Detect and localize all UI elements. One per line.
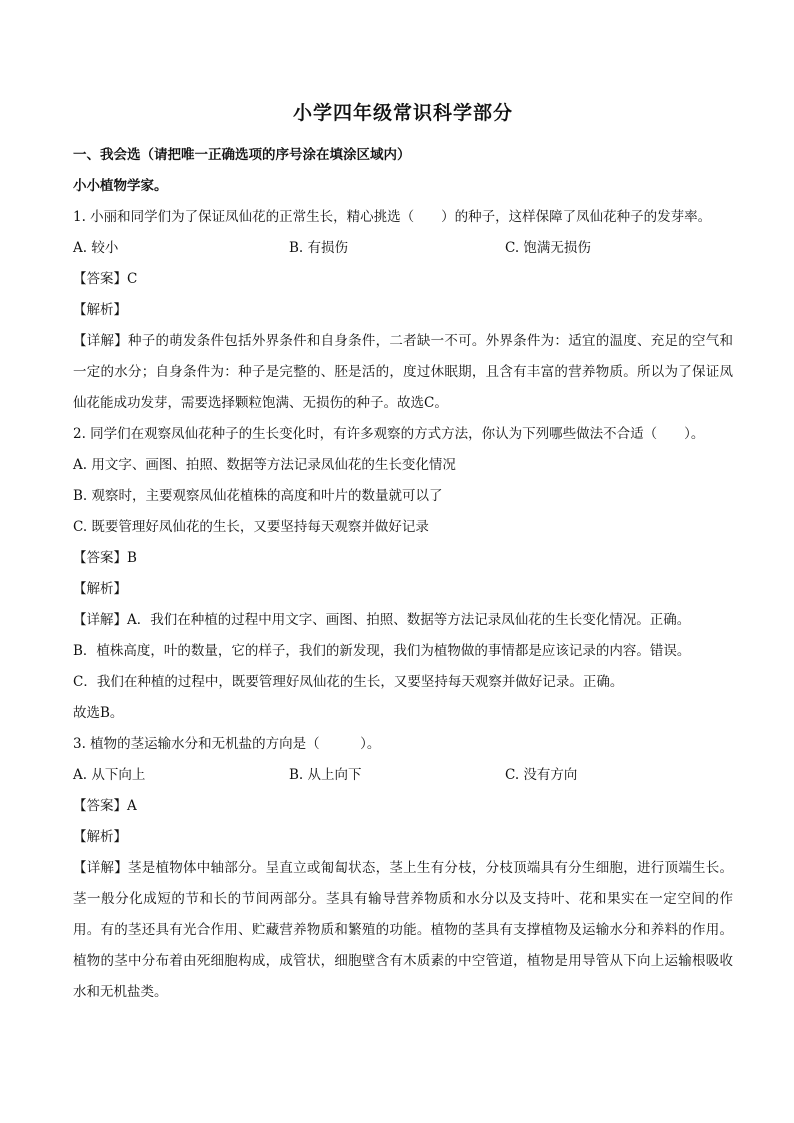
question-2-option-b: B. 观察时，主要观察凤仙花植株的高度和叶片的数量就可以了 — [73, 488, 443, 504]
question-3-option-b: B. 从上向下 — [289, 767, 362, 783]
question-2-analysis-label: 【解析】 — [73, 581, 127, 597]
question-2-option-c: C. 既要管理好凤仙花的生长，又要坚持每天观察并做好记录 — [73, 519, 429, 535]
question-1-options — [73, 233, 733, 264]
question-3-option-c: C. 没有方向 — [505, 767, 578, 783]
question-3-detail: 【详解】茎是植物体中轴部分。呈直立或匍匐状态，茎上生有分枝，分枝顶端具有分生细胞，进行顶端生长。茎一般分化成短的节和长的节间两部分。茎具有输导营养物质和水分以及支持叶、花和果实在一定空间的作用。有的茎还具有光合作用、贮藏营养物质和繁殖的功能。植物的茎具有支撑植物及运输水分和养料的作用。植物的茎中分布着由死细胞构成，成管状，细胞壁含有木质素的中空管道，植物是用导管从下向上运输根吸收水和无机盐类。 — [73, 860, 733, 1000]
question-2-detail-1: 【详解】A．我们在种植的过程中用文字、画图、拍照、数据等方法记录凤仙花的生长变化情况。正确。 — [73, 612, 691, 628]
question-3-analysis-label: 【解析】 — [73, 829, 127, 845]
question-2-stem: 2. 同学们在观察凤仙花种子的生长变化时，有许多观察的方式方法，你认为下列哪些做法不合适（ ）。 — [73, 426, 705, 442]
question-3-stem: 3. 植物的茎运输水分和无机盐的方向是（ ）。 — [73, 736, 381, 752]
question-1-analysis-label: 【解析】 — [73, 302, 127, 318]
question-2-answer: 【答案】B — [73, 550, 137, 566]
question-1-detail: 【详解】种子的萌发条件包括外界条件和自身条件，二者缺一不可。外界条件为：适宜的温度、充足的空气和一定的水分；自身条件为：种子是完整的、胚是活的，度过休眠期，且含有丰富的营养物质。所以为了保证凤仙花能成功发芽，需要选择颗粒饱满、无损伤的种子。故选C。 — [73, 333, 733, 411]
section-header: 一、我会选（请把唯一正确选项的序号涂在填涂区域内） — [73, 147, 411, 163]
question-3-option-a: A. 从下向上 — [73, 767, 146, 783]
question-1-stem: 1. 小丽和同学们为了保证凤仙花的正常生长，精心挑选（ ）的种子，这样保障了凤仙花种子的发芽率。 — [73, 209, 712, 225]
question-2-detail-3: C．我们在种植的过程中，既要管理好凤仙花的生长，又要坚持每天观察并做好记录。正确。 — [73, 674, 624, 690]
document-page — [73, 100, 733, 1008]
group-title: 小小植物学家。 — [73, 178, 168, 194]
question-1-answer: 【答案】C — [73, 271, 138, 287]
page-title: 小学四年级常识科学部分 — [292, 102, 513, 124]
question-1-option-b: B. 有损伤 — [289, 240, 349, 256]
question-2-option-a: A. 用文字、画图、拍照、数据等方法记录凤仙花的生长变化情况 — [73, 457, 456, 473]
question-1-option-c: C. 饱满无损伤 — [505, 240, 591, 256]
question-1-option-a: A. 较小 — [73, 240, 119, 256]
question-2-detail-2: B．植株高度，叶的数量，它的样子，我们的新发现，我们为植物做的事情都是应该记录的内容。错误。 — [73, 643, 691, 659]
question-3-answer: 【答案】A — [73, 798, 137, 814]
question-3-options — [73, 760, 733, 791]
question-2-conclusion: 故选B。 — [73, 705, 124, 721]
